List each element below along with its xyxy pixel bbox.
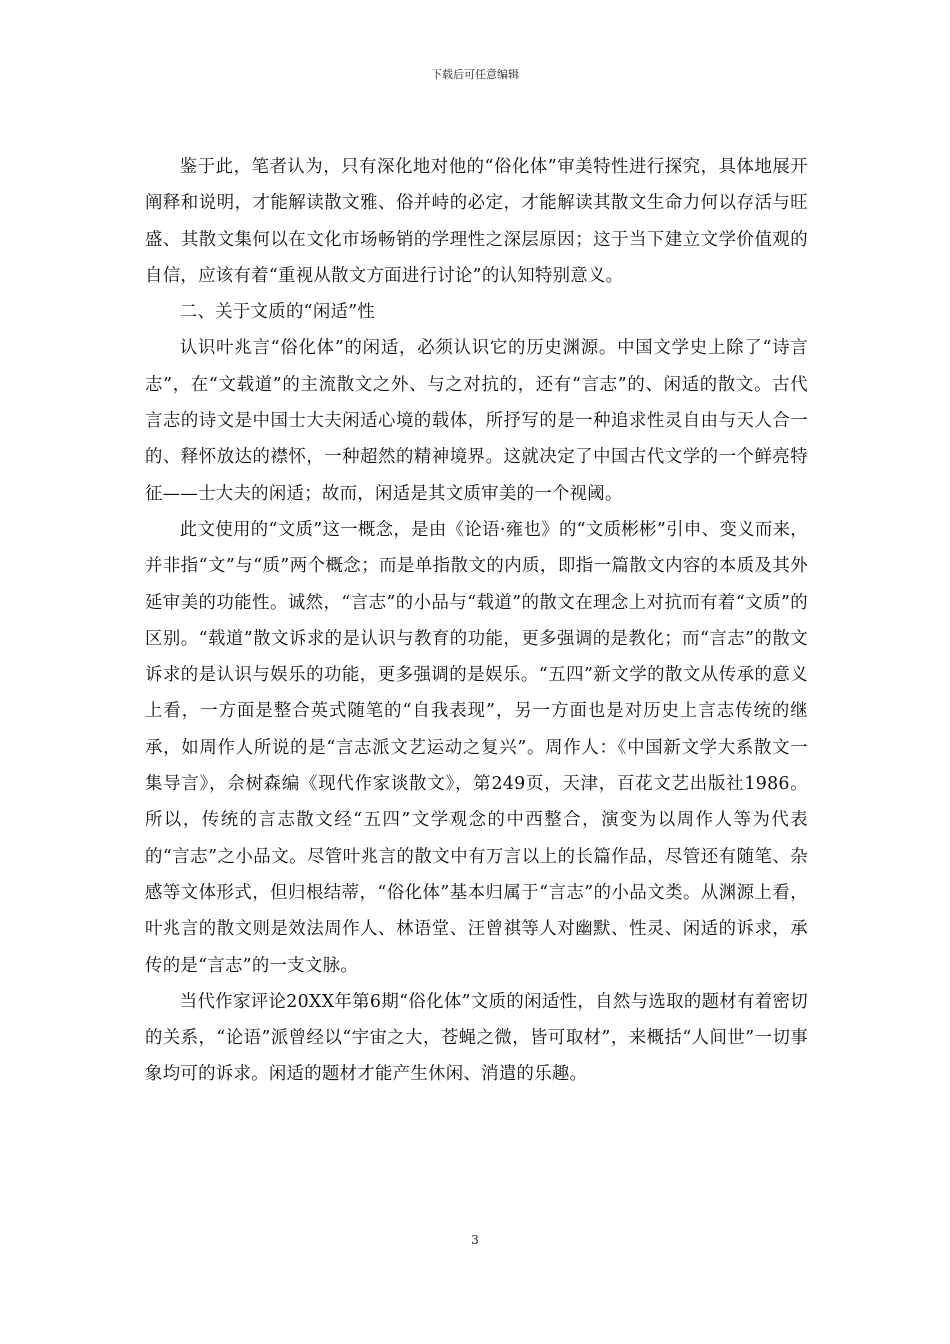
document-body (145, 149, 808, 1093)
section-heading: 二、关于文质的“闲适”性 (179, 302, 376, 323)
paragraph-1: 鉴于此，笔者认为，只有深化地对他的“俗化体”审美特性进行探究，具体地展开阐释和说明，才能解读散文雅、俗并峙的必定，才能解读其散文生命力何以存活与旺盛、其散文集何以在文化市场畅销的学理性之深层原因；这于当下建立文学价值观的自信，应该有着“重视从散文方面进行讨论”的认知特别意义。 (145, 157, 808, 286)
page-header: 下载后可任意编辑 (431, 68, 519, 81)
paragraph-2: 认识叶兆言“俗化体”的闲适，必须认识它的历史渊源。中国文学史上除了“诗言志”，在“文载道”的主流散文之外、与之对抗的，还有“言志”的、闲适的散文。古代言志的诗文是中国士大夫闲适心境的载体，所抒写的是一种追求性灵自由与天人合一的、释怀放达的襟怀，一种超然的精神境界。这就决定了中国古代文学的一个鲜亮特征——士大夫的闲适；故而，闲适是其文质审美的一个视阈。 (145, 338, 808, 504)
paragraph-4: 当代作家评论20XX年第6期“俗化体”文质的闲适性，自然与选取的题材有着密切的关系，“论语”派曾经以“宇宙之大，苍蝇之微，皆可取材”，来概括“人间世”一切事象均可的诉求。闲适的题材才能产生休闲、消遣的乐趣。 (145, 991, 808, 1085)
page-number: 3 (471, 1233, 479, 1247)
paragraph-3: 此文使用的“文质”这一概念，是由《论语·雍也》的“文质彬彬”引申、变义而来，并非指“文”与“质”两个概念；而是单指散文的内质，即指一篇散文内容的本质及其外延审美的功能性。诚然，“言志”的小品与“载道”的散文在理念上对抗而有着“文质”的区别。“载道”散文诉求的是认识与教育的功能，更多强调的是教化；而“言志”的散文诉求的是认识与娱乐的功能，更多强调的是娱乐。“五四”新文学的散文从传承的意义上看，一方面是整合英式随笔的“自我表现”，另一方面也是对历史上言志传统的继承，如周作人所说的是“言志派文艺运动之复兴”。周作人：《中国新文学大系散文一集导言》，佘树森编《现代作家谈散文》，第249页，天津，百花文艺出版社1986。所以，传统的言志散文经“五四”文学观念的中西整合，演变为以周作人等为代表的“言志”之小品文。尽管叶兆言的散文中有万言以上的长篇作品，尽管还有随笔、杂感等文体形式，但归根结蒂，“俗化体”基本归属于“言志”的小品文类。从渊源上看，叶兆言的散文则是效法周作人、林语堂、汪曾祺等人对幽默、性灵、闲适的诉求，承传的是“言志”的一支文脉。 (145, 519, 808, 976)
